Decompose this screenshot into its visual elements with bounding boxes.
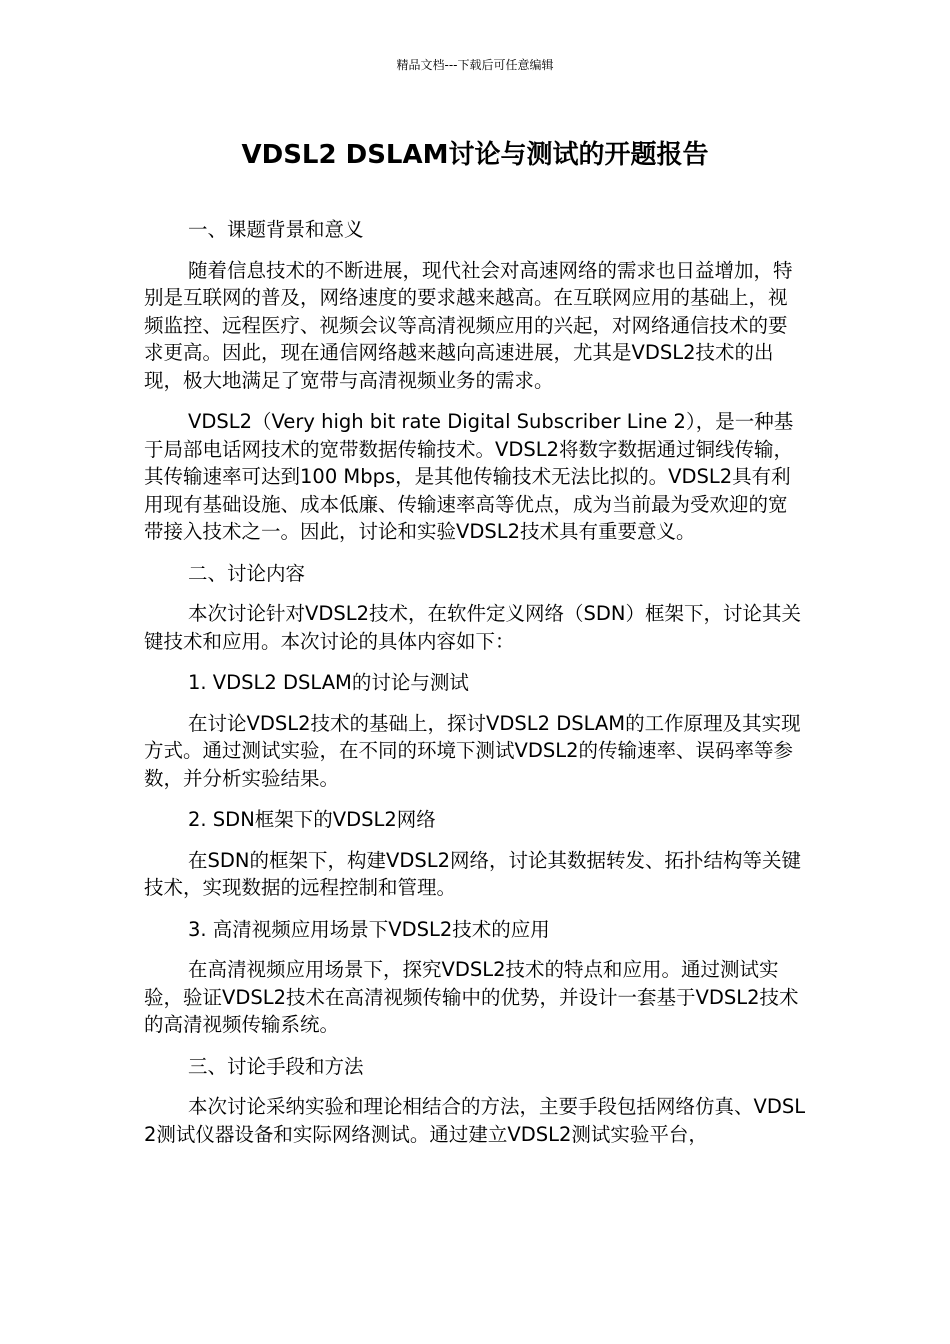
subheading-sdn: 2. SDN框架下的VDSL2网络 (188, 808, 436, 831)
section-heading-methods: 三、讨论手段和方法 (188, 1054, 364, 1078)
section-heading-content: 二、讨论内容 (188, 561, 306, 585)
page-header: 精品文档---下载后可任意编辑 (396, 58, 554, 72)
paragraph-methods: 本次讨论采纳实验和理论相结合的方法，主要手段包括网络仿真、VDSL2测试仪器设备和实际网络测试。通过建立VDSL2测试实验平台， (144, 1095, 806, 1146)
subheading-hd-video: 3. 高清视频应用场景下VDSL2技术的应用 (188, 917, 550, 941)
section-heading-background: 一、课题背景和意义 (188, 218, 364, 241)
document-body (144, 216, 806, 1162)
paragraph-dslam: 在讨论VDSL2技术的基础上，探讨VDSL2 DSLAM的工作原理及其实现方式。通过测试实验，在不同的环境下测试VDSL2的传输速率、误码率等参数，并分析实验结果。 (144, 711, 801, 790)
subheading-dslam: 1. VDSL2 DSLAM的讨论与测试 (188, 671, 469, 694)
paragraph-content-intro: 本次讨论针对VDSL2技术，在软件定义网络（SDN）框架下，讨论其关键技术和应用。本次讨论的具体内容如下： (144, 602, 801, 653)
paragraph-background-2: VDSL2（Very high bit rate Digital Subscriber Line 2），是一种基于局部电话网技术的宽带数据传输技术。VDSL2将数字数据通过铜线传输，其传输速率可达到100 Mbps，是其他传输技术无法比拟的。VDSL2具有利用现有基础设施、成本低廉、传输速率高等优点，成为当前最为受欢迎的宽带接入技术之一。因此，讨论和实验VDSL2技术具有重要意义。 (144, 410, 794, 543)
document-title: VDSL2 DSLAM讨论与测试的开题报告 (241, 140, 709, 170)
paragraph-background-1: 随着信息技术的不断进展，现代社会对高速网络的需求也日益增加，特别是互联网的普及，网络速度的要求越来越高。在互联网应用的基础上，视频监控、远程医疗、视频会议等高清视频应用的兴起，对网络通信技术的要求更高。因此，现在通信网络越来越向高速进展，尤其是VDSL2技术的出现，极大地满足了宽带与高清视频业务的需求。 (144, 258, 793, 392)
paragraph-sdn: 在SDN的框架下，构建VDSL2网络，讨论其数据转发、拓扑结构等关键技术，实现数据的远程控制和管理。 (144, 848, 801, 899)
paragraph-hd-video: 在高清视频应用场景下，探究VDSL2技术的特点和应用。通过测试实验，验证VDSL2技术在高清视频传输中的优势，并设计一套基于VDSL2技术的高清视频传输系统。 (144, 958, 799, 1036)
